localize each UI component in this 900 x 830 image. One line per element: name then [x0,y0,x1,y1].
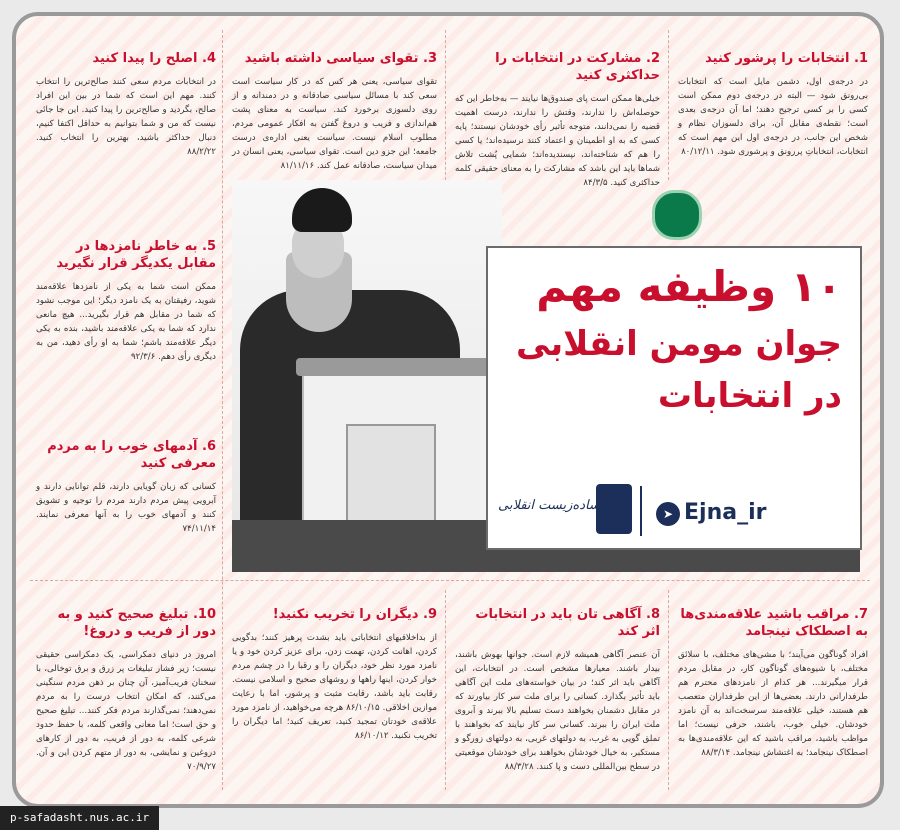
section-1 [678,50,868,159]
section-3 [232,50,437,173]
section-body: ممکن است شما به یکی از نامزدها علاقه‌مند شوید، رفیقتان به یک نامزد دیگر؛ این موجب نشود که شما در مقابل هم قرار بگیرید... هیچ مانعی ندارد که شما به یکی علاقه‌مند باشید، بنده به یکی دیگر علاقه‌مند باشم؛ شما به او رأی دهید، من به دیگری رأی دهم. ۹۲/۳/۶ [36,282,216,362]
section-title: 2. مشارکت در انتخابات را حداکثری کنید [495,51,660,83]
section-title: 4. اصلح را پیدا کنید [92,51,216,66]
section-title: 3. تقوای سیاسی داشته باشید [244,51,437,66]
section-body: کسانی که زبان گویایی دارند، قلم توانایی دارند و آبرویی پیش مردم دارند مردم را توجیه و تشویق کنند و آدمهای خوب را به آنها معرفی نمایند. ۷۴/۱۱/۱۴ [36,482,216,534]
voting-photo [232,180,502,572]
section-body: خیلی‌ها ممکن است پای صندوق‌ها نیایند — به‌خاطر این که حوصله‌اش را ندارند، وقتش را ندارند، درست اهمیت قضیه را نمی‌دانند، متوجه تأثیر رأی خودشان نیستند؛ پایه کسی که به او اطمینان و اعتماد کنند نرسیده‌اند؛ یا کسی را هم که شناخته‌اند، نپسندیده‌اند؛ شمایی پُشت تلاش شماها باید این باشد که مشارکت را به معنای حقیقی کلمه حداکثری کنید. ۸۴/۳/۵ [455,94,660,188]
center-poster [232,180,860,572]
section-body: تقوای سیاسی، یعنی هر کس که در کار سیاست است سعی کند با مسائل سیاسی صادقانه و در دمندانه و از روی دلسوزی برخورد کند. سیاست به معنای پشت هم‌اندازی و فریب و دروغ گفتن به افکار عمومی مردم، مطلوب اسلام نیست. سیاست یعنی اداره‌ی درست جامعه؛ این جزو دین است. تقوای سیاسی، یعنی انسان در میدان سیاست، صادقانه عمل کند. ۸۱/۱۱/۱۶ [232,77,437,171]
source-watermark: p-safadasht.nus.ac.ir [0,806,159,830]
title-line-2: جوان مومن انقلابی [515,324,842,364]
section-body: از بداخلاقیهای انتخاباتی باید بشدت پرهیز کنند؛ بدگویی کردن، اهانت کردن، تهمت زدن، برای عزیز کردن خود و یا نامزد مورد نظر خود، دیگران را و رقبا را در چشم مردم خوار کردن، اینها راهها و روشهای صحیح و اسلامی نیست. رقابت باید باشد، رقابت مثبت و پرشور، اما با رعایت موازین اخلاقی. ۸۶/۱۰/۱۵ هرچه می‌خواهید، از نامزد مورد علاقه‌ی خودتان تمجید کنید، تعریف کنید؛ اما دیگران را تخریب نکنید. ۸۶/۱۰/۱۲ [232,633,437,741]
section-body: آن عنصر آگاهی همیشه لازم است. جوانها بهوش باشند، بیدار باشند. معیارها مشخص است. در انتخابات، این آگاهی باید اثر کند؛ در بیان خواسته‌های ملت این آگاهی باید تأثیر بگذارد. کسانی را برای ملت سر کار بیاورند که در مقابل دشمنان بخواهند دست تسلیم بالا ببرند و آبروی ملت ایران را ببرند. کسانی سر کار نیایند که بخواهند با تملق گویی به غرب، به دولتهای غربی، به دولتهای زورگو و مستکبر، به خیال خودشان بخواهند برای خودشان موقعیتی در سطح بین‌المللی دست و پا کنند. ۸۸/۳/۲۸ [455,650,660,772]
section-body: در درجه‌ی اول، دشمن مایل است که انتخابات بی‌رونق شود — البته در درجه‌ی دوم ممکن است کسی را بر کسی ترجیح دهند؛ اما آن درجه‌ی بعدی است؛ نقطه‌ی مقابل آن، برای دلسوزان نظام و شخص این جانب، در درجه‌ی اول این مهم است که انتخابات، انتخاباتِ پررونق و پرشوری شود. ۸۰/۱۲/۱۱ [678,77,868,157]
section-title: 1. انتخابات را پرشور کنید [705,51,868,66]
section-title: 9. دیگران را تخریب نکنید! [272,607,437,622]
section-5 [36,238,216,364]
section-6 [36,438,216,536]
section-9 [232,606,437,743]
section-title: 7. مراقب باشید علاقه‌مندی‌ها به اصطکاک نینجامد [680,607,868,639]
title-box [486,246,862,550]
section-2 [455,50,660,190]
section-8 [455,606,660,774]
section-7 [678,606,868,760]
section-title: 6. آدمهای خوب را به مردم معرفی کنید [47,439,216,471]
section-body: افراد گوناگون می‌آیند؛ با مشی‌های مختلف، با سلائق مختلف، با شیوه‌های گوناگون کار، در مقابل مردم قرار میگیرند... هر کدام از نامزدهای محترم هم طرفدارانی دارند. بعضی‌ها از این طرفداران متعصب هم هستند، خیلی علاقه‌مند سرسخت‌اند به آن نامزد خودشان. خیلی خوب، باشند، حرفی نیست؛ اما مواظب باشید، مراقب باشید که این علاقه‌مندی‌ها به اصطکاک نینجامد؛ به اغتشاش نینجامد. ۸۸/۳/۱۴ [678,650,868,758]
signature-text: جوان ساده‌زیست انقلابی [498,498,632,513]
title-line-3: در انتخابات [657,376,842,416]
section-title: 5. به خاطر نامزدها در مقابل یکدیگر قرار نگیرید [56,239,216,271]
section-4 [36,50,216,159]
section-body: در انتخابات مردم سعی کنند صالح‌ترین را انتخاب کنند. مهم این است که شما در بین این افراد صالح، بگردید و صالح‌ترین را پیدا کنید. این جا جائی نیست که من و شما بتوانیم به حداقل اکتفا کنیم، دنبال حداکثر باشید، بهترین را انتخاب کنید. ۸۸/۲/۲۲ [36,77,216,157]
section-10 [36,606,216,774]
title-line-1: ۱۰ وظیفه مهم [536,262,842,311]
section-title: 10. تبلیغ صحیح کنید و به دور از فریب و دروغ! [57,607,216,639]
telegram-icon: ➤ [656,502,680,526]
section-title: 8. آگاهی تان باید در انتخابات اثر کند [475,607,660,639]
divider [640,486,642,536]
emblem-icon [652,190,702,240]
channel-handle: Ejna_ir [684,500,767,525]
section-body: امروز در دنیای دمکراسی، یک دمکراسی حقیقی نیست؛ زیر فشار تبلیغات پر زرق و برق توخالی، با سخنان فریب‌آمیز، آن چنان بر ذهن مردم سنگینی می‌کنند، که امکان انتخاب درست را به مردم نمی‌دهند؛ نمی‌گذارند مردم فکر کنند... تبلیغ صحیح و حق است؛ اما معانی واقعی کلمه، با حفظ حدود شرعی کلمه، به دور از فریب، به دور از کارهای دروغین و نمایشی، به دور از متهم کردن این و آن. ۷۰/۹/۲۷ [36,650,216,772]
